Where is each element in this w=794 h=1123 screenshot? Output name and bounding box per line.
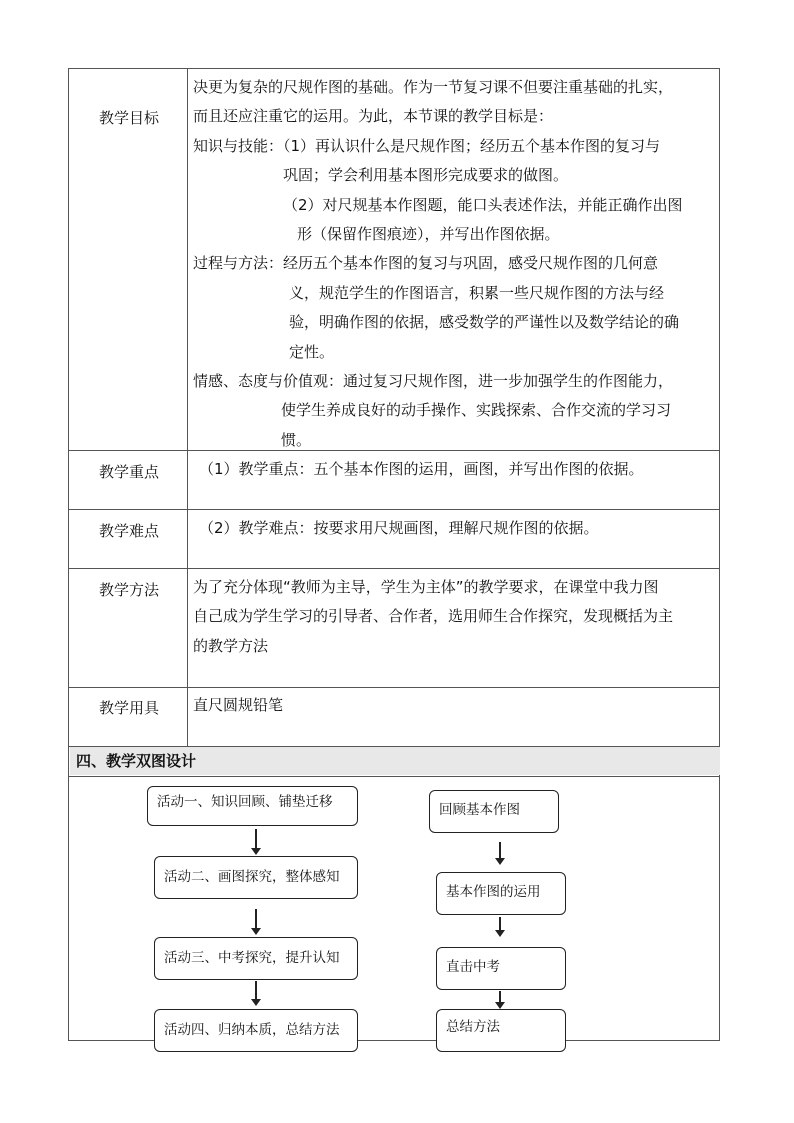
column-divider [187, 69, 188, 747]
lesson-plan-table [68, 68, 720, 1041]
method-line: 为了充分体现“教师为主导，学生为主体”的教学要求，在课堂中我力图 [193, 578, 659, 596]
flow-right-step-label: 直击中考 [446, 959, 500, 975]
objectives-line: 验，明确作图的依据，感受数学的严谨性以及数学结论的确 [289, 313, 680, 332]
flow-arrow [499, 991, 501, 1003]
row-divider [69, 509, 719, 510]
flow-arrow [255, 909, 257, 929]
flow-right-step-label: 回顾基本作图 [439, 802, 520, 818]
flow-left-step-1 [147, 786, 358, 826]
flow-arrow [499, 917, 501, 931]
objectives-line: 过程与方法：经历五个基本作图的复习与巩固，感受尺规作图的几何意 [193, 254, 659, 273]
method-content [193, 573, 713, 661]
flow-left-step-2 [154, 856, 358, 899]
objectives-line: 决更为复杂的尺规作图的基础。作为一节复习课不但要注重基础的扎实， [193, 78, 674, 96]
key-points-label: 教学重点 [98, 463, 159, 481]
objectives-line: 而且还应注重它的运用。为此，本节课的教学目标是： [193, 107, 554, 126]
row-divider [69, 568, 719, 569]
flow-right-step-label: 总结方法 [446, 1019, 500, 1035]
section-title: 四、教学双图设计 [70, 747, 720, 775]
flow-right-step-label: 基本作图的运用 [446, 884, 541, 900]
objectives-line: 定性。 [289, 342, 335, 361]
flow-arrow [499, 842, 501, 859]
tools-label: 教学用具 [98, 699, 159, 717]
flow-arrow [255, 829, 257, 849]
flow-right-step-1 [429, 790, 559, 833]
row-divider [69, 776, 719, 777]
objectives-line: 情感、态度与价值观：通过复习尺规作图，进一步加强学生的作图能力， [193, 372, 674, 391]
flow-left-step-3 [154, 937, 358, 980]
difficulties-text: （2）教学难点：按要求用尺规画图，理解尺规作图的依据。 [199, 519, 599, 537]
objectives-line: 巩固；学会利用基本图形完成要求的做图。 [283, 166, 569, 185]
objectives-line: （2）对尺规基本作图题，能口头表述作法，并能正确作出图 [283, 195, 683, 214]
flow-left-step-label: 活动三、中考探究，提升认知 [164, 950, 340, 966]
key-points-text: （1）教学重点：五个基本作图的运用，画图，并写出作图的依据。 [199, 460, 644, 478]
objectives-label: 教学目标 [98, 109, 159, 127]
flow-right-step-2 [436, 872, 566, 915]
flow-left-step-label: 活动四、归纳本质，总结方法 [164, 1022, 340, 1038]
objectives-line: 义，规范学生的作图语言，积累一些尺规作图的方法与经 [289, 283, 665, 302]
objectives-line: 使学生养成良好的动手操作、实践探索、合作交流的学习习 [281, 401, 672, 420]
flow-left-step-label: 活动二、画图探究，整体感知 [164, 869, 340, 885]
tools-text: 直尺圆规铅笔 [193, 696, 284, 714]
difficulties-label: 教学难点 [98, 522, 159, 540]
method-label: 教学方法 [98, 581, 159, 599]
flow-left-step-label: 活动一、知识回顾、铺垫迁移 [157, 794, 333, 810]
objectives-line: 惯。 [281, 430, 312, 449]
objectives-content [193, 73, 713, 455]
objectives-line: 知识与技能：（1）再认识什么是尺规作图；经历五个基本作图的复习与 [193, 136, 661, 155]
row-divider [69, 687, 719, 688]
flow-arrow [255, 981, 257, 1000]
flow-left-step-4 [154, 1009, 358, 1052]
method-line: 的教学方法 [193, 636, 269, 655]
flow-right-step-4 [436, 1009, 566, 1052]
method-line: 自己成为学生学习的引导者、合作者，选用师生合作探究，发现概括为主 [193, 607, 674, 626]
objectives-line: 形（保留作图痕迹），并写出作图依据。 [297, 225, 560, 244]
flow-right-step-3 [436, 947, 566, 990]
